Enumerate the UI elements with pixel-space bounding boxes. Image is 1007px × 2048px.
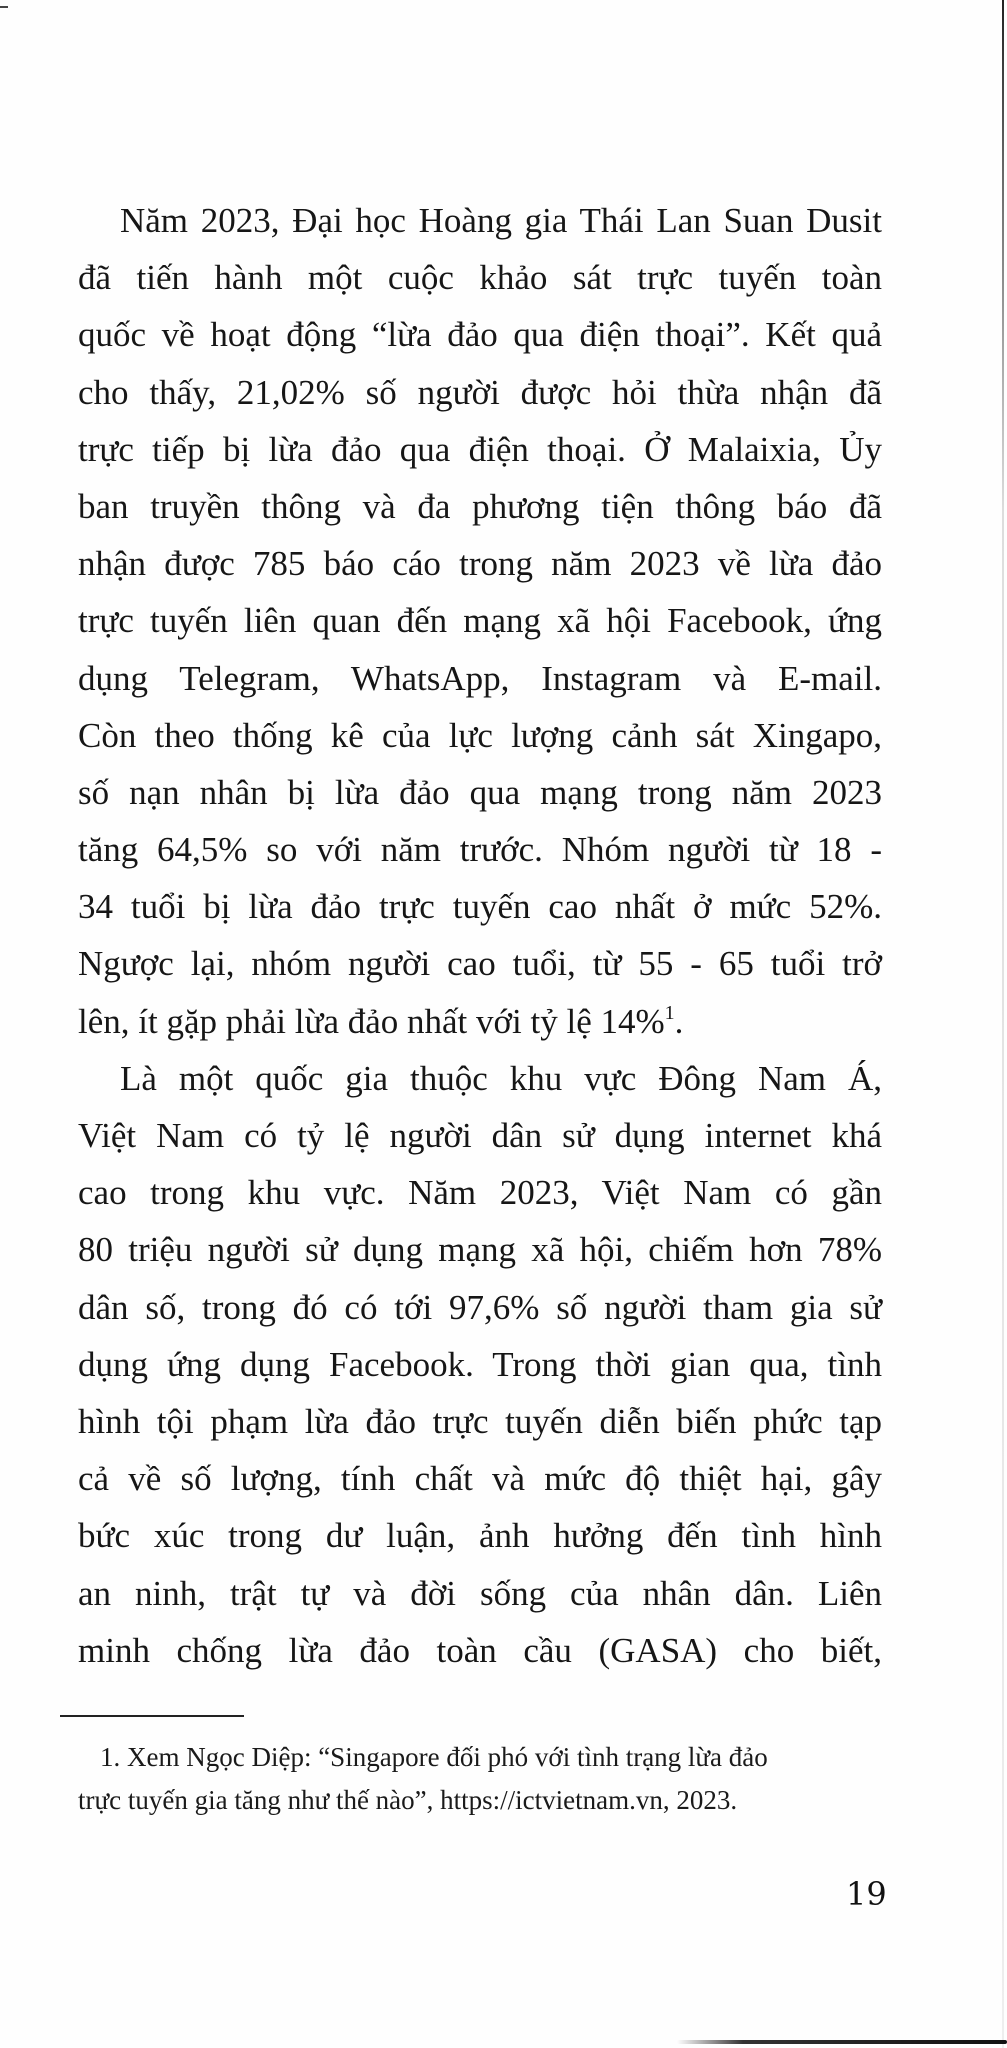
body-text xyxy=(78,192,882,1679)
text-line: dụng ứng dụng Facebook. Trong thời gian qua, tình xyxy=(78,1344,882,1384)
text-line: đã tiến hành một cuộc khảo sát trực tuyến toàn xyxy=(78,258,882,298)
text-line: tăng 64,5% so với năm trước. Nhóm người từ 18 - xyxy=(78,830,882,870)
text-line: ban truyền thông và đa phương tiện thông báo đã xyxy=(78,486,882,526)
text-line: dụng Telegram, WhatsApp, Instagram và E-mail. xyxy=(78,658,882,698)
footnote-separator xyxy=(60,1715,244,1717)
text-line: Còn theo thống kê của lực lượng cảnh sát Xingapo, xyxy=(78,715,882,755)
text-line: Việt Nam có tỷ lệ người dân sử dụng internet khá xyxy=(78,1116,882,1155)
text-line: Ngược lại, nhóm người cao tuổi, từ 55 - 65 tuổi trở xyxy=(78,944,882,984)
paragraph-2 xyxy=(78,1050,882,1679)
text-line: hình tội phạm lừa đảo trực tuyến diễn biến phức tạp xyxy=(78,1401,882,1441)
text-line: an ninh, trật tự và đời sống của nhân dân. Liên xyxy=(78,1573,882,1613)
text-line-content: lên, ít gặp phải lừa đảo nhất với tỷ lệ 14% xyxy=(78,1001,665,1041)
text-line: số nạn nhân bị lừa đảo qua mạng trong năm 2023 xyxy=(78,772,882,812)
footnote-line: 1. Xem Ngọc Diệp: “Singapore đối phó với tình trạng lừa đảo xyxy=(100,1742,768,1772)
text-line: nhận được 785 báo cáo trong năm 2023 về lừa đảo xyxy=(78,544,882,584)
text-line: Năm 2023, Đại học Hoàng gia Thái Lan Suan Dusit xyxy=(120,201,882,240)
page-edge-shadow-bottom xyxy=(677,2040,1007,2044)
text-line: trực tiếp bị lừa đảo qua điện thoại. Ở Malaixia, Ủy xyxy=(78,429,882,469)
text-line: trực tuyến liên quan đến mạng xã hội Facebook, ứng xyxy=(78,601,882,641)
text-line xyxy=(78,993,882,1050)
text-line: dân số, trong đó có tới 97,6% số người tham gia sử xyxy=(78,1287,882,1327)
footnote-reference[interactable]: 1 xyxy=(664,1001,675,1024)
scan-edge-mark xyxy=(0,6,8,8)
sentence-end: . xyxy=(674,1001,684,1041)
text-line: 34 tuổi bị lừa đảo trực tuyến cao nhất ở mức 52%. xyxy=(78,887,882,927)
footnote-line: trực tuyến gia tăng như thế nào”, https://ictvietnam.vn, 2023. xyxy=(78,1785,738,1815)
text-line: cả về số lượng, tính chất và mức độ thiệt hại, gây xyxy=(78,1459,882,1499)
text-line: Là một quốc gia thuộc khu vực Đông Nam Á, xyxy=(120,1058,882,1098)
footnote-1 xyxy=(78,1736,882,1822)
paragraph-1 xyxy=(78,192,882,1050)
text-line: minh chống lừa đảo toàn cầu (GASA) cho biết, xyxy=(78,1630,882,1670)
text-line: bức xúc trong dư luận, ảnh hưởng đến tình hình xyxy=(78,1516,882,1556)
page-number: 19 xyxy=(846,1875,887,1913)
text-line: 80 triệu người sử dụng mạng xã hội, chiếm hơn 78% xyxy=(78,1230,882,1270)
text-line: cao trong khu vực. Năm 2023, Việt Nam có gần xyxy=(78,1173,882,1213)
text-line: cho thấy, 21,02% số người được hỏi thừa nhận đã xyxy=(78,372,882,412)
page-edge-shadow-right xyxy=(1002,0,1004,2048)
text-line: quốc về hoạt động “lừa đảo qua điện thoại”. Kết quả xyxy=(78,315,882,355)
